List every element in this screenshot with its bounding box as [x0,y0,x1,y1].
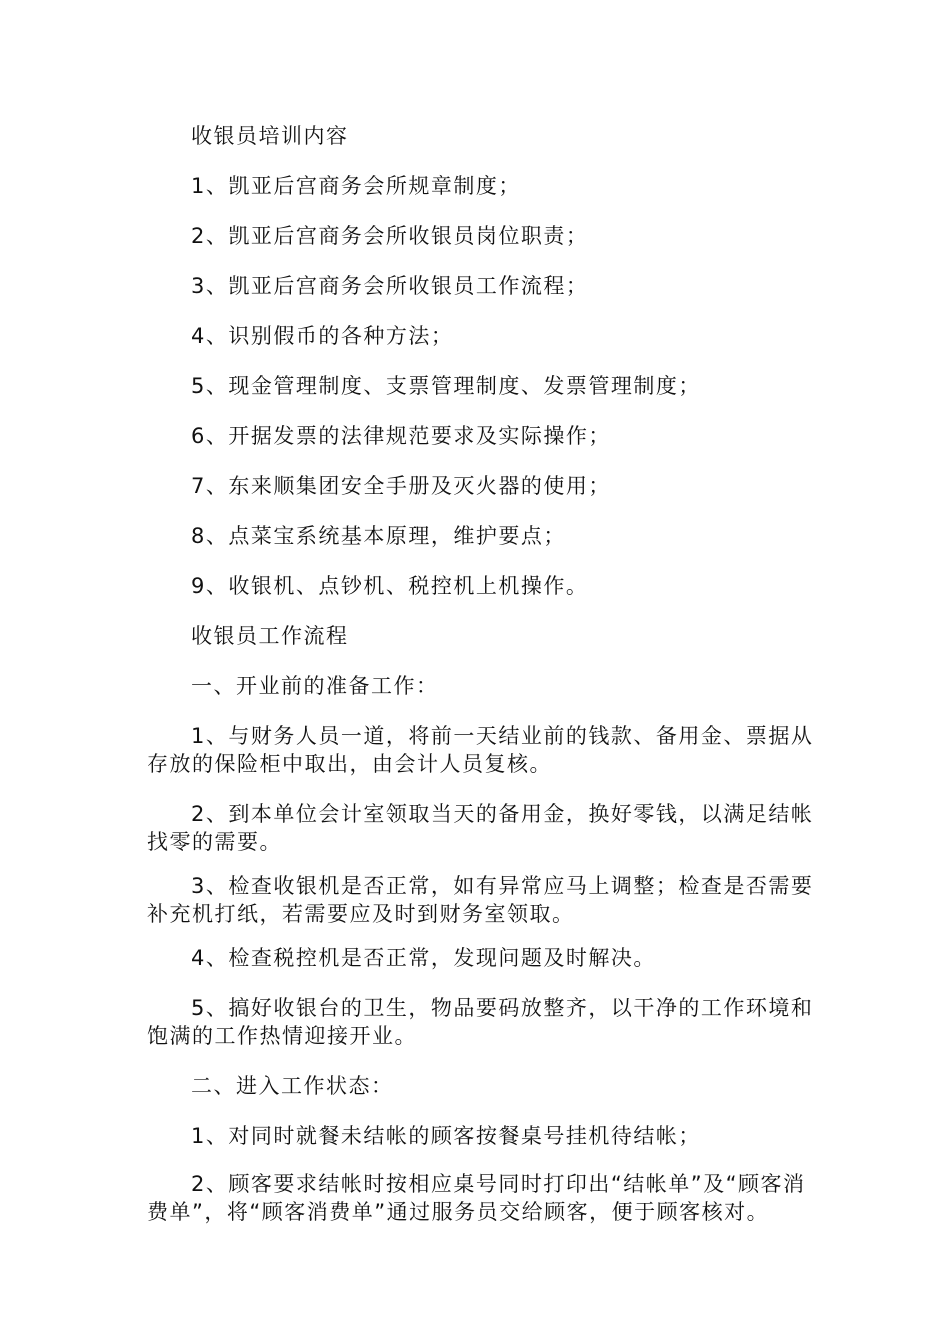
preparation-step-2: 2、到本单位会计室领取当天的备用金，换好零钱，以满足结帐找零的需要。 [147,802,814,854]
training-item-7: 7、东来顺集团安全手册及灭火器的使用； [191,474,611,498]
preparation-step-5: 5、搞好收银台的卫生，物品要码放整齐，以干净的工作环境和饱满的工作热情迎接开业。 [147,996,814,1048]
training-item-9: 9、收银机、点钞机、税控机上机操作。 [191,574,589,598]
training-item-3: 3、凯亚后宫商务会所收银员工作流程； [191,274,589,298]
training-item-1: 1、凯亚后宫商务会所规章制度； [191,174,521,198]
heading-training-content: 收银员培训内容 [191,124,349,148]
working-step-2: 2、顾客要求结帐时按相应桌号同时打印出“结帐单”及“顾客消费单”，将“顾客消费单”通过服务员交给顾客，便于顾客核对。 [147,1172,806,1224]
training-item-2: 2、凯亚后宫商务会所收银员岗位职责； [191,224,589,248]
preparation-step-1: 1、与财务人员一道，将前一天结业前的钱款、备用金、票据从存放的保险柜中取出，由会计人员复核。 [147,724,814,776]
preparation-step-3: 3、检查收银机是否正常，如有异常应马上调整；检查是否需要补充机打纸，若需要应及时到财务室领取。 [147,874,814,926]
training-item-5: 5、现金管理制度、支票管理制度、发票管理制度； [191,374,701,398]
preparation-step-4: 4、检查税控机是否正常，发现问题及时解决。 [191,946,656,970]
training-item-8: 8、点菜宝系统基本原理，维护要点； [191,524,566,548]
section-heading-working-state: 二、进入工作状态： [191,1074,394,1098]
working-step-1: 1、对同时就餐未结帐的顾客按餐桌号挂机待结帐； [191,1124,701,1148]
heading-workflow: 收银员工作流程 [191,624,349,648]
training-item-4: 4、识别假币的各种方法； [191,324,454,348]
training-item-6: 6、开据发票的法律规范要求及实际操作； [191,424,611,448]
section-heading-preparation: 一、开业前的准备工作： [191,674,439,698]
